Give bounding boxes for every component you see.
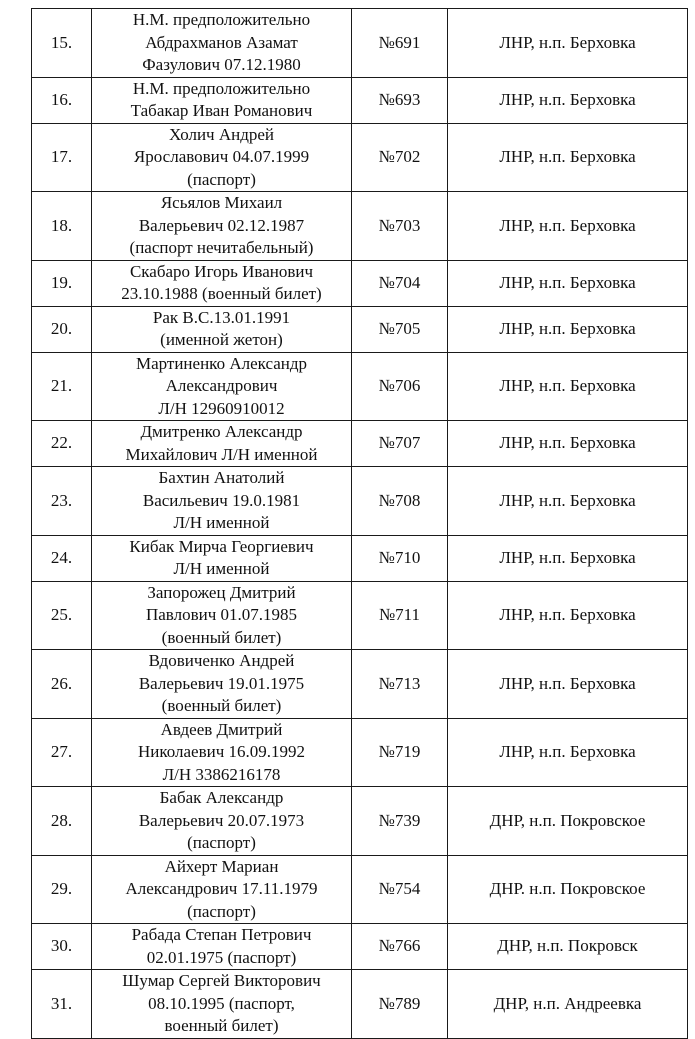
location: ЛНР, н.п. Берховка xyxy=(448,306,688,352)
row-number: 28. xyxy=(32,787,92,856)
record-number: №766 xyxy=(352,924,448,970)
table-row xyxy=(32,650,688,719)
person-details-line: Рабада Степан Петрович xyxy=(131,925,312,944)
person-details-line: (паспорт) xyxy=(187,169,256,189)
person-details xyxy=(92,535,352,581)
person-details-line: (военный билет) xyxy=(161,627,282,647)
table-row xyxy=(32,970,688,1039)
person-details-line: Фазулович 07.12.1980 xyxy=(142,55,301,74)
location: ДНР, н.п. Покровское xyxy=(448,787,688,856)
person-details-line: Айхерт Мариан xyxy=(164,856,279,876)
person-details xyxy=(92,581,352,650)
person-details xyxy=(92,77,352,123)
location: ЛНР, н.п. Берховка xyxy=(448,650,688,719)
row-number: 19. xyxy=(32,260,92,306)
person-details-line: Л/Н 3386216178 xyxy=(162,764,281,784)
row-number: 18. xyxy=(32,192,92,261)
location: ЛНР, н.п. Берховка xyxy=(448,9,688,78)
person-details-line: Дмитренко Александр xyxy=(140,422,303,441)
person-details xyxy=(92,421,352,467)
record-number: №719 xyxy=(352,718,448,787)
table-body xyxy=(32,9,688,1039)
record-number: №707 xyxy=(352,421,448,467)
table-row xyxy=(32,9,688,78)
person-details-line: Табакар Иван Романович xyxy=(130,101,313,120)
location: ДНР. н.п. Покровское xyxy=(448,855,688,924)
record-number: №739 xyxy=(352,787,448,856)
person-details-line: Ясьялов Михаил xyxy=(160,193,283,212)
person-details-line: Павлович 01.07.1985 xyxy=(145,605,298,624)
table-row xyxy=(32,581,688,650)
table-row xyxy=(32,421,688,467)
record-number: №704 xyxy=(352,260,448,306)
person-details xyxy=(92,123,352,192)
table-row xyxy=(32,123,688,192)
person-details-line: Александрович xyxy=(165,376,278,395)
person-details-line: 02.01.1975 (паспорт) xyxy=(146,947,297,967)
casualty-list-table xyxy=(31,8,688,1039)
person-details-line: Л/Н именной xyxy=(173,559,270,578)
person-details xyxy=(92,260,352,306)
person-details-line: Бабак Александр xyxy=(159,788,284,807)
person-details-line: Бахтин Анатолий xyxy=(158,468,285,487)
record-number: №705 xyxy=(352,306,448,352)
row-number: 31. xyxy=(32,970,92,1039)
table-row xyxy=(32,924,688,970)
table-row xyxy=(32,306,688,352)
person-details-line: Михайлович Л/Н именной xyxy=(125,444,318,464)
person-details xyxy=(92,787,352,856)
record-number: №703 xyxy=(352,192,448,261)
table-row xyxy=(32,855,688,924)
record-number: №789 xyxy=(352,970,448,1039)
person-details-line: 08.10.1995 (паспорт, xyxy=(148,993,295,1013)
location: ЛНР, н.п. Берховка xyxy=(448,581,688,650)
person-details-line: Рак В.С.13.01.1991 xyxy=(152,307,291,327)
person-details-line: Александрович 17.11.1979 xyxy=(125,879,318,898)
row-number: 29. xyxy=(32,855,92,924)
person-details-line: Л/Н 12960910012 xyxy=(158,398,285,418)
person-details xyxy=(92,192,352,261)
location: ЛНР, н.п. Берховка xyxy=(448,718,688,787)
person-details xyxy=(92,855,352,924)
row-number: 27. xyxy=(32,718,92,787)
row-number: 23. xyxy=(32,467,92,536)
table-row xyxy=(32,467,688,536)
person-details-line: Авдеев Дмитрий xyxy=(160,719,283,739)
person-details-line: (паспорт) xyxy=(187,901,256,921)
record-number: №713 xyxy=(352,650,448,719)
table-row xyxy=(32,77,688,123)
person-details xyxy=(92,352,352,421)
location: ЛНР, н.п. Берховка xyxy=(448,467,688,536)
row-number: 17. xyxy=(32,123,92,192)
person-details-line: Ярославович 04.07.1999 xyxy=(133,147,310,166)
location: ЛНР, н.п. Берховка xyxy=(448,535,688,581)
record-number: №710 xyxy=(352,535,448,581)
person-details-line: военный билет) xyxy=(164,1016,279,1035)
table-row xyxy=(32,352,688,421)
person-details-line: Н.М. предположительно xyxy=(132,10,311,29)
row-number: 20. xyxy=(32,306,92,352)
record-number: №702 xyxy=(352,123,448,192)
person-details-line: Валерьевич 02.12.1987 xyxy=(138,215,305,235)
person-details-line: Валерьевич 19.01.1975 xyxy=(138,673,305,693)
person-details-line: Запорожец Дмитрий xyxy=(147,582,296,602)
person-details-line: Л/Н именной xyxy=(173,513,270,532)
row-number: 26. xyxy=(32,650,92,719)
person-details-line: (именной жетон) xyxy=(160,330,283,349)
person-details-line: 23.10.1988 (военный билет) xyxy=(121,284,322,303)
person-details-line: (паспорт) xyxy=(187,833,256,852)
person-details-line: Холич Андрей xyxy=(168,124,275,144)
record-number: №708 xyxy=(352,467,448,536)
table-row xyxy=(32,535,688,581)
location: ЛНР, н.п. Берховка xyxy=(448,260,688,306)
location: ЛНР, н.п. Берховка xyxy=(448,192,688,261)
row-number: 15. xyxy=(32,9,92,78)
person-details xyxy=(92,924,352,970)
person-details xyxy=(92,970,352,1039)
person-details-line: Мартиненко Александр xyxy=(135,353,308,373)
person-details-line: Кибак Мирча Георгиевич xyxy=(129,536,314,556)
person-details xyxy=(92,9,352,78)
location: ДНР, н.п. Покровск xyxy=(448,924,688,970)
person-details xyxy=(92,467,352,536)
person-details-line: (паспорт нечитабельный) xyxy=(129,238,314,257)
person-details-line: Н.М. предположительно xyxy=(132,78,311,98)
person-details-line: Скабаро Игорь Иванович xyxy=(129,261,314,281)
table-row xyxy=(32,192,688,261)
record-number: №754 xyxy=(352,855,448,924)
row-number: 16. xyxy=(32,77,92,123)
person-details xyxy=(92,306,352,352)
location: ЛНР, н.п. Берховка xyxy=(448,123,688,192)
person-details-line: Абдрахманов Азамат xyxy=(145,32,298,52)
location: ЛНР, н.п. Берховка xyxy=(448,352,688,421)
record-number: №706 xyxy=(352,352,448,421)
row-number: 24. xyxy=(32,535,92,581)
row-number: 22. xyxy=(32,421,92,467)
person-details-line: Васильевич 19.0.1981 xyxy=(142,490,301,510)
person-details-line: Шумар Сергей Викторович xyxy=(122,971,321,990)
location: ДНР, н.п. Андреевка xyxy=(448,970,688,1039)
person-details xyxy=(92,718,352,787)
table-row xyxy=(32,718,688,787)
record-number: №711 xyxy=(352,581,448,650)
location: ЛНР, н.п. Берховка xyxy=(448,421,688,467)
row-number: 30. xyxy=(32,924,92,970)
record-number: №693 xyxy=(352,77,448,123)
location: ЛНР, н.п. Берховка xyxy=(448,77,688,123)
row-number: 25. xyxy=(32,581,92,650)
record-number: №691 xyxy=(352,9,448,78)
table-row xyxy=(32,787,688,856)
row-number: 21. xyxy=(32,352,92,421)
table-row xyxy=(32,260,688,306)
person-details-line: Валерьевич 20.07.1973 xyxy=(138,810,305,830)
person-details xyxy=(92,650,352,719)
person-details-line: Вдовиченко Андрей xyxy=(148,651,295,670)
person-details-line: (военный билет) xyxy=(161,696,282,715)
person-details-line: Николаевич 16.09.1992 xyxy=(137,742,306,761)
